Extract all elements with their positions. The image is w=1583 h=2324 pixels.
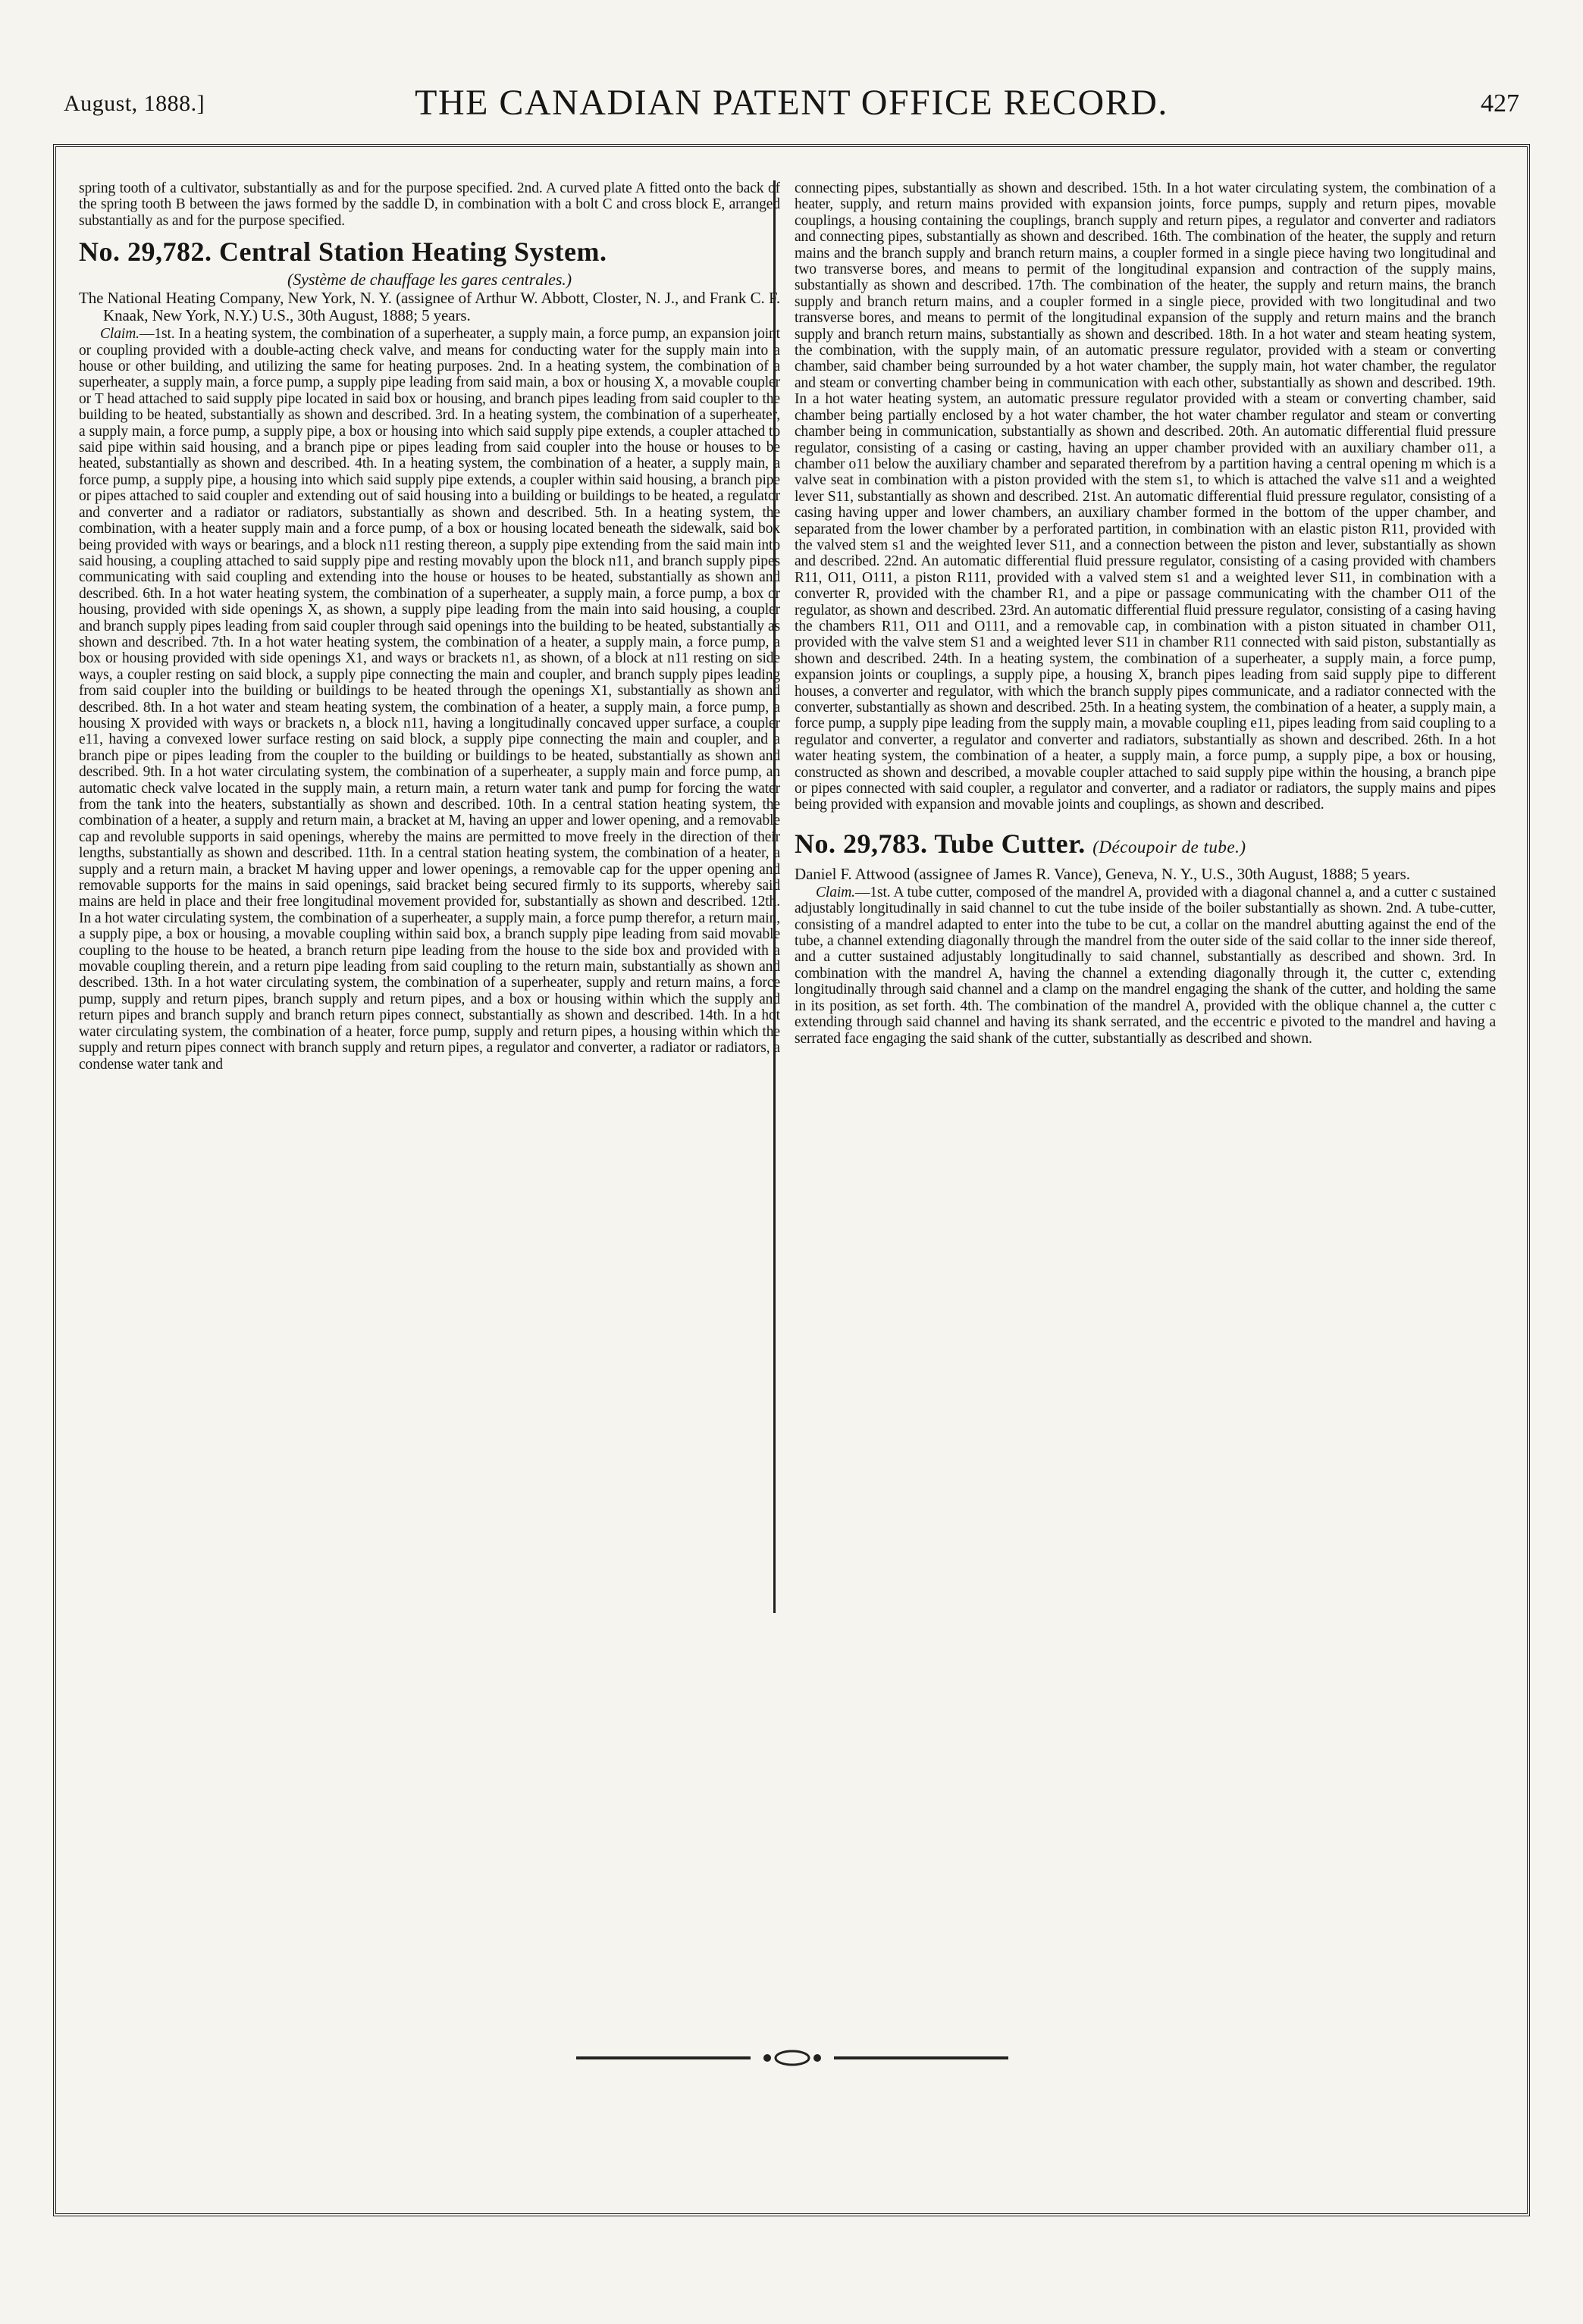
claims-paragraph [795, 885, 1496, 1047]
claim-text: —1st. In a heating system, the combination of a superheater, a supply main, a force pump, an expansion joint or coupling provided with a double-acting check valve, and means for conducting water for the supply main into a house or other building, and utilizing the same for heating purposes. 2nd. In a heating system, the combination of a superheater, a supply main, a force pump, a supply pipe leading from said main, a box or housing X, a movable coupler or T head attached to said supply pipe located in said box or housing, and branch pipes leading from said coupler to the building to be heated, substantially as shown and described. 3rd. In a heating system, the combination of a superheater, a supply main, a force pump, a supply pipe, a box or housing into which said supply pipe extends, a coupler attached to said pipe within said housing, and a branch pipe or pipes leading from said coupler into the house or houses to be heated, substantially as shown and described. 4th. In a heating system, the combination of a heater, a supply main, a force pump, a supply pipe, a housing into which said supply pipe extends, a coupler within said housing, a branch pipe or pipes attached to said coupler and extending out of said housing into a building or buildings to be heated, a regulator and converter and a radiator or radiators, substantially as shown and described. 5th. In a heating system, the combination, with a heater supply main and a force pump, of a box or housing located beneath the sidewalk, said box being provided with ways or bearings, and a block n11 resting thereon, a supply pipe extending from the said main into said housing, a coupling attached to said supply pipe and resting movably upon the block n11, and branch supply pipes communicating with said coupling and extending into the house or houses to be heated, substantially as shown and described. 6th. In a hot water heating system, the combination of a superheater, a supply main, a force pump, a box or housing, provided with side openings X, as shown, a supply pipe leading from the main into said housing, a coupler and branch supply pipes leading from said coupler through said openings into the building to be heated, substantially as shown and described. 7th. In a hot water heating system, the combination of a heater, a supply main, a force pump, a box or housing provided with side openings X1, and ways or brackets n1, as shown, of a block at n11 resting on side ways, a coupler resting on said block, a supply pipe connecting the main and coupler, and branch supply pipes leading from said coupler into the building or buildings to be heated through the openings X1, substantially as shown and described. 8th. In a hot water and steam heating system, the combination of a heater, a supply main, a force pump, a housing X provided with ways or brackets n, a block n11, having a longitudinally concaved upper surface, a coupler e11, having a convexed lower surface resting on said block, a supply pipe connecting the main and coupler, and a branch pipe or pipes leading from the coupler to the building or buildings to be heated, substantially as shown and described. 9th. In a hot water circulating system, the combination of a superheater, a supply main and force pump, an automatic check valve located in the supply main, a return main, a return water tank and pump for forcing the water from the tank into the heaters, substantially as shown and described. 10th. In a central station heating system, the combination of a heater, a supply and return main, a bracket at M, having an upper and lower opening, and a removable cap and revoluble supports in said openings, whereby the mains are permitted to move freely in the direction of their lengths, substantially as shown and described. 11th. In a central station heating system, the combination of a heater, a supply and a return main, a bracket M having upper and lower openings, a removable cap for the upper opening and removable supports for the mains in said openings, said bracket being secured firmly to its supports, whereby said mains are held in place and their free longitudinal movement provided for, substantially as shown and described. 12th. In a hot water circulating system, the combination of a superheater, a supply main, a force pump therefor, a return main, a supply pipe, a box or housing, a movable coupling within said box, a branch supply pipe leading from said movable coupling to the house to be heated, a branch return pipe leading from the house to the side box and provided with a movable coupling therein, and a return pipe leading from said coupling to the return main, substantially as shown and described. 13th. In a hot water circulating system, the combination of a superheater, supply and return mains, a force pump, supply and return pipes, branch supply and return pipes, and a box or housing within which the supply and return pipes and branch supply and branch return pipes connect, substantially as shown and described. 14th. In a hot water circulating system, the combination of a heater, force pump, supply and return pipes, a housing within which the supply and return pipes connect with branch supply and return pipes, a regulator and converter, a radiator or radiators, a condense water tank and [79, 326, 780, 1073]
patent-heading [79, 235, 780, 268]
running-head [64, 82, 1519, 135]
patent-title: Tube Cutter. [934, 828, 1086, 859]
right-column [795, 180, 1496, 2045]
grantee-line: Daniel F. Attwood (assignee of James R. Vance), Geneva, N. Y., U.S., 30th August, 1888; 5 years. [795, 864, 1410, 883]
patent-number: No. 29,783. [795, 828, 928, 859]
claim-label: Claim. [816, 884, 855, 900]
end-ornament [576, 2047, 1008, 2069]
french-title: (Système de chauffage les gares centrales.) [287, 270, 572, 290]
page-number: 427 [1481, 89, 1519, 117]
issue-date: August, 1888.] [64, 91, 205, 116]
grantee-line: The National Heating Company, New York, N. Y. (assignee of Arthur W. Abbott, Closter, N. J., and Frank C. F. Knaak, New York, N.Y.) U.S., 30th August, 1888; 5 years. [79, 289, 780, 325]
publication-title: THE CANADIAN PATENT OFFICE RECORD. [415, 83, 1168, 123]
left-column [79, 180, 780, 2045]
claim-text: —1st. A tube cutter, composed of the mandrel A, provided with a diagonal channel a, and a cutter c sustained adjustably longitudinally in said channel to cut the tube inside of the boiler substantially as shown. 2nd. A tube-cutter, consisting of a mandrel adapted to enter into the tube to be cut, a collar on the mandrel abutting against the end of the tube, a channel extending diagonally through the mandrel from the outer side of the said collar to the inner side thereof, and a cutter sustained adjustably longitudinally to said channel, substantially as described and shown. 3rd. In combination with the mandrel A, having the channel a extending diagonally through it, the cutter c, extending longitudinally through said channel and a clamp on the mandrel engaging the shank of the cutter, and holding the same in its position, as set forth. 4th. The combination of the mandrel A, provided with the oblique channel a, the cutter c extending through said channel and having its shank serrated, and the eccentric e pivoted to the mandrel and having a serrated face engaging the said shank of the cutter, substantially as described and shown. [795, 884, 1496, 1047]
patent-title: Central Station Heating System. [219, 236, 607, 268]
continued-claim-text: spring tooth of a cultivator, substantially as and for the purpose specified. 2nd. A curved plate A fitted onto the back of the spring tooth B between the jaws formed by the saddle D, in combination with a bolt C and cross block E, arranged substantially as and for the purpose specified. [79, 180, 780, 229]
continued-claim-text: connecting pipes, substantially as shown and described. 15th. In a hot water circulating system, the combination of a heater, supply, and return mains provided with expansion joints, force pumps, supply and return pipes, movable couplings, a housing containing the couplings, branch supply and return pipes, a regulator and converter and radiators and connecting pipes, substantially as shown and described. 16th. The combination of the heater, the supply and return mains and the branch supply and branch return mains, a coupler formed in a single piece having two longitudinal and two transverse bores, and means to permit of the longitudinal expansion and contraction of the supply mains, substantially as shown and described. 17th. The combination of the heater, the supply and return mains, the branch supply and branch return mains, and a coupler formed in a single piece, provided with two longitudinal and two transverse bores, and means to permit of the longitudinal expansion of the supply and return mains and the branch supply and branch return mains, substantially as shown and described. 18th. In a hot water and steam heating system, the combination, with the supply main, of an automatic pressure regulator, provided with a steam or converting chamber, said chamber being surrounded by a hot water chamber, the supply main, hot water chamber, the regulator and steam or converting chamber being in communication with each other, substantially as shown and described. 19th. In a hot water heating system, an automatic pressure regulator provided with a steam or converting chamber, said chamber being partially enclosed by a hot water chamber, the hot water chamber regulator and steam or converting chamber being in communication, substantially as shown and described. 20th. An automatic differential fluid pressure regulator, consisting of a casing or casting, having an upper chamber provided with an auxiliary chamber o11, a chamber o11 below the auxiliary chamber and separated therefrom by a partition having a central opening m which is a valve seat in combination with a piston provided with the stem s1, to which is attached the valve s11 and a weighted lever S11, substantially as shown and described. 21st. An automatic differential fluid pressure regulator, consisting of a casing having upper and lower chambers, an auxiliary chamber formed in the bottom of the upper chamber, and separated from the lower chamber by a perforated partition, in combination with an elastic piston R11, provided with the valved stem s1 and the weighted lever S11, and a connection between the piston and lever, substantially as shown and described. 22nd. An automatic differential fluid pressure regulator, consisting of a casing provided with chambers R11, O11, O111, a piston R111, provided with a valved stem s1 and a weighted lever S11, in combination with a converter R, provided with the chamber R1, and a pipe or passage communicating with the chamber O11 of the regulator, as shown and described. 23rd. An automatic differential fluid pressure regulator, consisting of a casing having the chambers R11, O11 and O111, and a removable cap, in combination with a piston situated in chamber O11, provided with the valve stem S1 and a weighted lever S11 in chamber R11 connected with said piston, substantially as shown and described. 24th. In a heating system, the combination of a superheater, a supply main, a force pump, expansion joints or couplings, a supply pipe, a housing X, branch pipes leading from said supply pipe to different houses, a converter and regulator, with which the branch supply pipes communicate, and a radiator connected with the converter, substantially as shown and described. 25th. In a heating system, the combination of a heater, a supply main, a force pump, a supply pipe leading from the supply main, a movable coupling e11, pipes leading from said coupling to a regulator and converter, a regulator and converter and radiators, substantially as shown and described. 26th. In a hot water heating system, the combination of a heater, a supply main, a force pump, a supply pipe, a box or housing, constructed as shown and described, a movable coupler attached to said supply pipe within the housing, a branch pipe or pipes connected with said coupler, a regulator and converter, and a radiator or radiators, the supply mains and pipes being provided with expansion and movable joints and couplings, as shown and described. [795, 180, 1496, 813]
claims-paragraph [79, 326, 780, 1073]
patent-heading [795, 827, 1496, 864]
french-title: (Découpoir de tube.) [1092, 837, 1246, 857]
patent-number: No. 29,782. [79, 236, 212, 268]
claim-label: Claim. [100, 326, 139, 343]
